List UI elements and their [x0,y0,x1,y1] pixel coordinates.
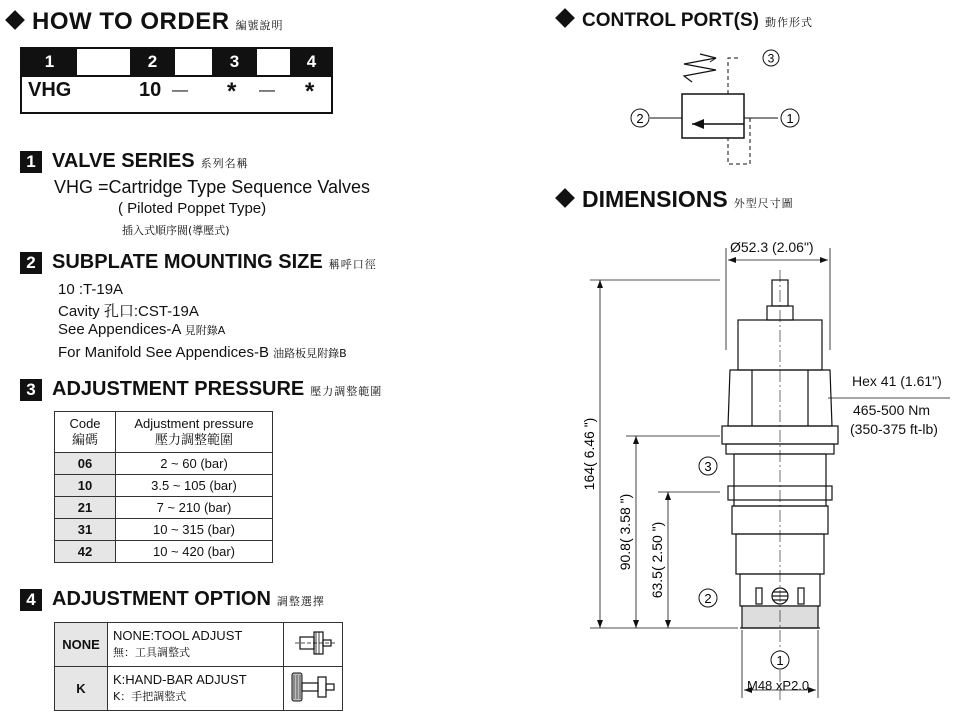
order-col-3: 3 [212,49,257,75]
pressure-col-en: Adjustment pressure [134,416,254,431]
table-row [55,453,273,475]
how-to-order-title: HOW TO ORDER [32,8,230,35]
appendix-b-zh: 油路板見附錄B [273,347,347,360]
mid-length-label: 90.8( 3.58 ") [617,493,633,571]
order-code-grid [20,47,333,114]
dimensions-heading [558,186,794,213]
hex-label: Hex 41 (1.61") [852,373,942,389]
pressure-range: 3.5 ~ 105 (bar) [116,475,273,497]
control-port-1-label: 1 [786,111,794,126]
order-dash-1: — [172,82,188,99]
section-number-4: 4 [20,589,42,611]
how-to-order-heading [8,8,284,36]
dim-port-1-label: 1 [776,653,784,668]
valve-series-title: VALVE SERIES [52,150,195,172]
pressure-code: 21 [55,497,116,519]
mounting-size-heading [20,251,377,274]
appendix-b-line [58,344,347,361]
appendix-b-text: For Manifold See Appendices-B [58,344,269,361]
control-port-symbol [620,42,820,172]
cavity-value: Cavity 孔口:CST-19A [58,303,199,320]
diamond-bullet-icon [555,188,575,208]
pressure-table [54,411,273,563]
diamond-bullet-icon [5,10,25,30]
dim-port-2-label: 2 [704,591,712,606]
option-table [54,622,343,711]
table-row [55,541,273,563]
total-length-label: 164( 6.46 ") [581,417,597,491]
valve-series-desc: VHG =Cartridge Type Sequence Valves [54,177,371,197]
option-desc-en: NONE:TOOL ADJUST [113,628,243,643]
option-code: NONE [55,623,108,667]
mounting-size-title-zh: 稱呼口徑 [328,258,377,271]
table-row [55,497,273,519]
dimensions-title-zh: 外型尺寸圖 [733,197,794,210]
diameter-label: Ø52.3 (2.06") [730,239,814,255]
adjust-option-title-zh: 調整選擇 [276,595,325,608]
pressure-code: 10 [55,475,116,497]
section-number-1: 1 [20,151,42,173]
pressure-range: 7 ~ 210 (bar) [116,497,273,519]
adjust-pressure-title: ADJUSTMENT PRESSURE [52,378,305,400]
order-pressure-value: * [227,78,237,105]
adjust-pressure-heading [20,378,382,401]
control-port-heading [558,10,813,32]
order-col-2: 2 [130,49,175,75]
table-row [55,519,273,541]
control-port-2-label: 2 [636,111,644,126]
pressure-code: 06 [55,453,116,475]
order-series-value: VHG [28,79,72,101]
control-port-title: CONTROL PORT(S) [582,10,759,31]
control-port-3-label: 3 [767,51,775,66]
how-to-order-title-zh: 編號說明 [235,19,284,32]
order-option-value: * [305,78,315,105]
adjust-option-title: ADJUSTMENT OPTION [52,588,271,610]
diamond-bullet-icon [555,8,575,28]
section-number-2: 2 [20,252,42,274]
pressure-range: 10 ~ 315 (bar) [116,519,273,541]
option-code: K [55,667,108,711]
dimensions-title: DIMENSIONS [582,186,728,212]
control-port-title-zh: 動作形式 [764,16,813,29]
order-col-4: 4 [290,49,333,75]
option-desc-zh: 無：工具調整式 [113,646,190,659]
valve-series-subdesc: ( Piloted Poppet Type) [118,200,267,217]
torque-ft-label: (350-375 ft-lb) [850,421,938,437]
option-desc-en: K:HAND-BAR ADJUST [113,672,247,687]
section-number-3: 3 [20,379,42,401]
order-dash-2: — [259,82,275,99]
option-desc [108,667,284,711]
pressure-col-zh: 壓力調整範圍 [154,432,233,447]
dim-port-3-label: 3 [704,459,712,474]
table-row [55,475,273,497]
short-length-label: 63.5( 2.50 ") [649,521,665,599]
adjust-pressure-title-zh: 壓力調整範圍 [310,385,383,398]
hand-bar-icon [284,667,343,711]
valve-series-heading [20,150,249,173]
code-col-en: Code [69,416,101,431]
thread-label: M48 xP2.0 [747,678,810,693]
mounting-size-value: 10 :T-19A [58,281,124,298]
pressure-col-header [116,412,273,453]
appendix-a-zh: 見附錄A [184,324,226,337]
tool-adjust-icon [284,623,343,667]
order-col-1: 1 [22,49,77,75]
code-col-header [55,412,116,453]
order-size-value: 10 [139,79,162,101]
mounting-size-title: SUBPLATE MOUNTING SIZE [52,251,323,273]
pressure-range: 10 ~ 420 (bar) [116,541,273,563]
pressure-code: 42 [55,541,116,563]
adjust-option-heading [20,588,325,611]
table-row [55,667,343,711]
valve-series-desc-zh: 插入式順序閥(導壓式) [122,224,230,237]
option-desc-zh: K：手把調整式 [113,690,187,703]
torque-label: 465-500 Nm [853,402,931,418]
pressure-code: 31 [55,519,116,541]
dimension-drawing [570,230,970,716]
valve-series-title-zh: 系列名稱 [200,157,249,170]
appendix-a-line [58,321,225,338]
pressure-range: 2 ~ 60 (bar) [116,453,273,475]
table-row [55,623,343,667]
option-desc [108,623,284,667]
appendix-a-text: See Appendices-A [58,321,181,338]
code-col-zh: 編碼 [71,432,98,447]
pressure-table-header [55,412,273,453]
